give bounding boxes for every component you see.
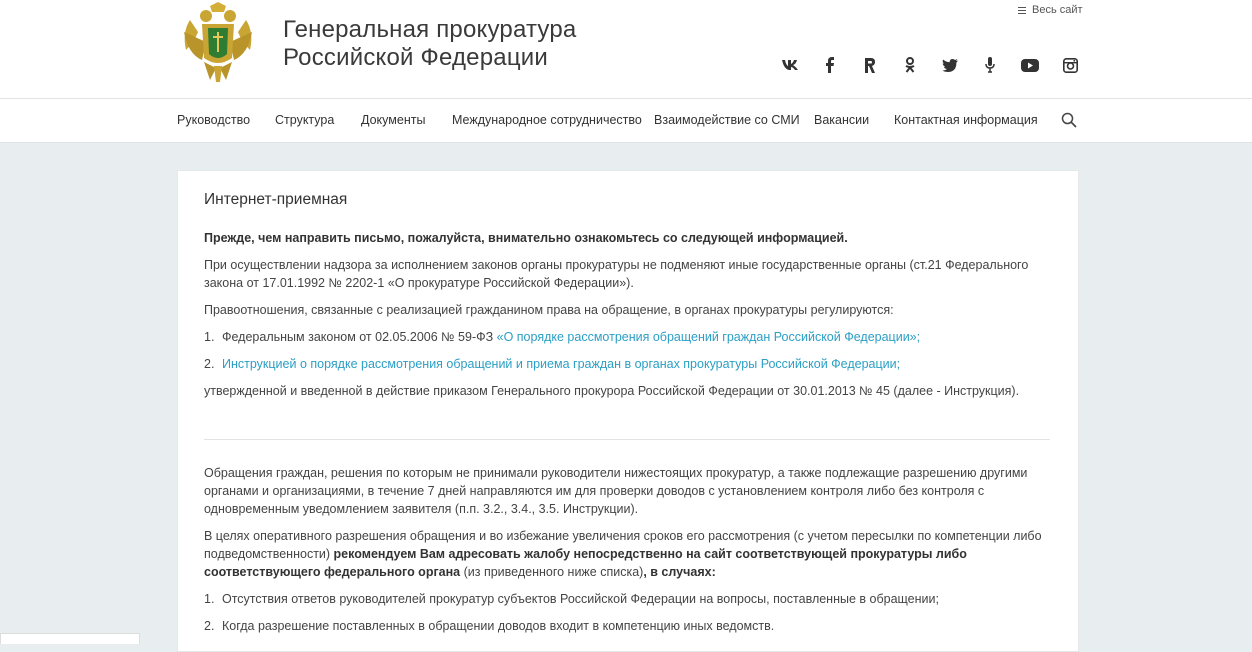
case-item-2 xyxy=(204,617,1052,635)
list-number: 2. xyxy=(204,619,215,633)
case-text: Отсутствия ответов руководителей прокуратур субъектов Российской Федерации на вопросы, поставленные в обращении; xyxy=(222,592,939,606)
list-item-instruction xyxy=(204,355,1052,373)
list-number: 2. xyxy=(204,357,215,371)
recommendation-end: , в случаях: xyxy=(643,565,716,579)
podcast-icon[interactable] xyxy=(970,54,1010,76)
youtube-icon[interactable] xyxy=(1010,54,1050,76)
paragraph-order: утвержденной и введенной в действие приказом Генерального прокурора Российской Федерации от 30.01.2013 № 45 (далее - Инструкция). xyxy=(204,384,1020,398)
content-card xyxy=(177,170,1079,652)
list-number: 1. xyxy=(204,592,215,606)
paragraph-supervision: При осуществлении надзора за исполнением законов органы прокуратуры не подменяют иные государственные органы (ст.21 Федерального закона от 17.01.1992 № 2202-1 «О прокуратуре Российской Федерации»). xyxy=(204,258,1029,290)
instruction-link[interactable]: Инструкцией о порядке рассмотрения обращений и приема граждан в органах прокуратуры Российской Федерации xyxy=(222,357,897,371)
nav-item-international[interactable]: Международное сотрудничество xyxy=(452,113,642,127)
site-title[interactable] xyxy=(283,16,576,72)
case-text: Когда разрешение поставленных в обращении доводов входит в компетенцию иных ведомств. xyxy=(222,619,775,633)
recommendation-start: В целях оперативного разрешения обращения и во избежание увеличения сроков его рассмотрения (с учетом пересылки по компетенции либо подведомственности) xyxy=(204,529,1042,561)
social-links xyxy=(770,54,1090,76)
sitemap-label: Весь сайт xyxy=(1032,4,1083,16)
facebook-icon[interactable] xyxy=(810,54,850,76)
nav-item-leadership[interactable]: Руководство xyxy=(177,113,251,127)
section-divider xyxy=(204,439,1050,440)
sitemap-link[interactable] xyxy=(1018,4,1083,16)
instruction-link-tail: ; xyxy=(896,357,901,371)
intro-notice: Прежде, чем направить письмо, пожалуйста, внимательно ознакомьтесь со следующей информацией. xyxy=(204,231,848,245)
site-header xyxy=(0,0,1252,99)
law-text: Федеральным законом от 02.05.2006 № 59-ФЗ xyxy=(222,330,497,344)
nav-item-contacts[interactable]: Контактная информация xyxy=(894,113,1038,127)
emblem-logo[interactable] xyxy=(180,2,256,84)
recommendation-mid: (из приведенного ниже списка) xyxy=(460,565,644,579)
instagram-icon[interactable] xyxy=(1050,54,1090,76)
paragraph-redirection: Обращения граждан, решения по которым не принимали руководители нижестоящих прокуратур, а также подлежащие разрешению другими органами и организациями, в течение 7 дней направляются им для проверки доводов с установлением контроля либо без контроля с одновременным уведомлением заявителя (п.п. 3.2., 3.4., 3.5. Инструкции). xyxy=(204,466,1028,516)
list-number: 1. xyxy=(204,330,215,344)
recommendation-bold: рекомендуем Вам адресовать жалобу непосредственно на сайт соответствующей прокуратуры либо соответствующего федерального органа xyxy=(204,547,967,579)
site-title-line1: Генеральная прокуратура xyxy=(283,16,577,43)
bottom-left-widget[interactable] xyxy=(0,633,140,644)
page-title: Интернет-приемная xyxy=(204,191,348,208)
vk-icon[interactable] xyxy=(770,54,810,76)
nav-item-media[interactable]: Взаимодействие со СМИ xyxy=(654,113,800,127)
law-link-tail: ; xyxy=(916,330,921,344)
site-title-line2: Российской Федерации xyxy=(283,44,548,71)
twitter-icon[interactable] xyxy=(930,54,970,76)
menu-icon xyxy=(1018,7,1026,14)
law-link[interactable]: «О порядке рассмотрения обращений граждан Российской Федерации» xyxy=(496,330,917,344)
paragraph-regulation: Правоотношения, связанные с реализацией гражданином права на обращение, в органах прокуратуры регулируются: xyxy=(204,303,894,317)
paragraph-recommendation xyxy=(204,527,1052,581)
nav-item-documents[interactable]: Документы xyxy=(361,113,426,127)
case-item-1 xyxy=(204,590,1052,608)
odnoklassniki-icon[interactable] xyxy=(890,54,930,76)
nav-item-vacancies[interactable]: Вакансии xyxy=(814,113,870,127)
rutube-icon[interactable] xyxy=(850,54,890,76)
search-icon[interactable] xyxy=(1061,112,1077,128)
nav-item-structure[interactable]: Структура xyxy=(275,113,335,127)
list-item-law xyxy=(204,328,1052,346)
